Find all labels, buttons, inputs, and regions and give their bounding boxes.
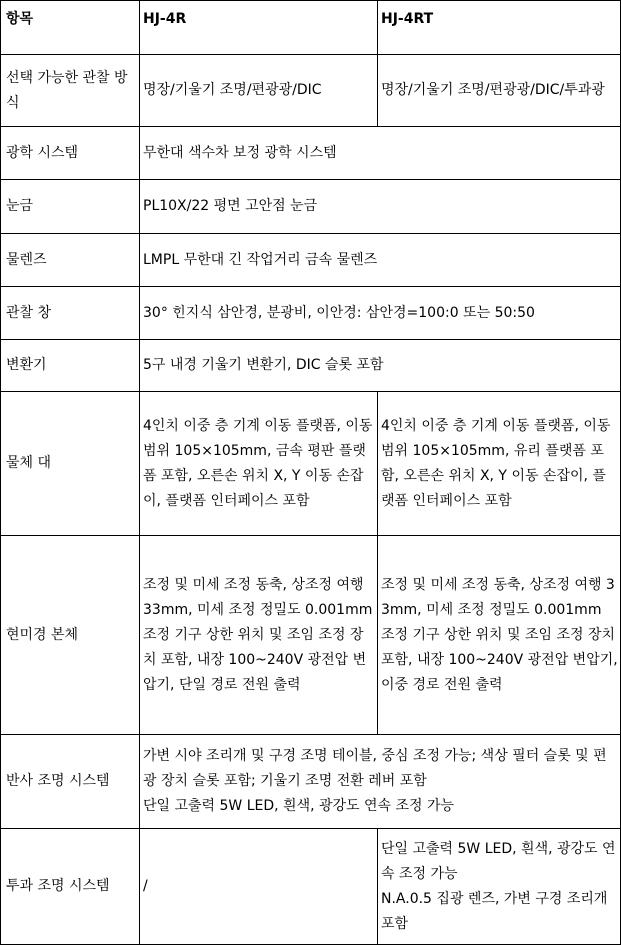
value-line: 조정 및 미세 조정 동축, 상조정 여행 33mm, 미세 조정 정밀도 0.001mm xyxy=(381,576,615,618)
shared-value xyxy=(140,180,621,234)
row-observation-mode xyxy=(1,55,621,127)
row-label: 눈금 xyxy=(1,180,140,234)
value-line: 무한대 색수차 보정 광학 시스템 xyxy=(143,144,337,161)
row-label: 선택 가능한 관찰 방식 xyxy=(1,55,140,127)
model-a-value xyxy=(140,829,378,945)
row-reflected-illumination xyxy=(1,735,621,829)
header-item: 항목 xyxy=(1,1,140,55)
row-objective xyxy=(1,234,621,287)
header-row xyxy=(1,1,621,55)
value-line: PL10X/22 평면 고안점 눈금 xyxy=(143,198,318,214)
value-line: 조정 기구 상한 위치 및 조임 조정 장치 포함, 내장 100~240V 광전압 변압기, 이중 경로 전원 출력 xyxy=(381,626,618,693)
row-label: 관찰 창 xyxy=(1,287,140,340)
model-b-value xyxy=(378,536,621,735)
model-a-value xyxy=(140,392,378,536)
row-microscope-body xyxy=(1,536,621,735)
row-transmitted-illumination xyxy=(1,829,621,945)
value-line: LMPL 무한대 긴 작업거리 금속 물렌즈 xyxy=(143,251,378,268)
model-a-value xyxy=(140,55,378,127)
value-line: 5구 내경 기울기 변환기, DIC 슬롯 포함 xyxy=(143,357,384,373)
header-model-b: HJ-4RT xyxy=(378,1,621,55)
shared-value xyxy=(140,735,621,829)
shared-value xyxy=(140,234,621,287)
shared-value xyxy=(140,287,621,340)
row-label: 광학 시스템 xyxy=(1,127,140,180)
model-b-value xyxy=(378,392,621,536)
model-b-value xyxy=(378,829,621,945)
value-line: 30° 힌지식 삼안경, 분광비, 이안경: 삼안경=100:0 또는 50:50 xyxy=(143,304,535,321)
shared-value xyxy=(140,340,621,392)
row-optical-system xyxy=(1,127,621,180)
model-a-value xyxy=(140,536,378,735)
row-label: 물렌즈 xyxy=(1,234,140,287)
row-label: 변환기 xyxy=(1,340,140,392)
row-label: 물체 대 xyxy=(1,392,140,536)
model-b-value xyxy=(378,55,621,127)
row-stage xyxy=(1,392,621,536)
value-line: / xyxy=(143,878,148,894)
row-label: 투과 조명 시스템 xyxy=(1,829,140,945)
value-line: 조정 기구 상한 위치 및 조임 조정 장치 포함, 내장 100~240V 광전압 변압기, 단일 경로 전원 출력 xyxy=(143,626,367,693)
value-line: 명장/기울기 조명/편광광/DIC xyxy=(143,82,322,98)
value-line: 4인치 이중 층 기계 이동 플랫폼, 이동 범위 105×105mm, 금속 평판 플랫폼 포함, 오른손 위치 X, Y 이동 손잡이, 플랫폼 인터페이스 포함 xyxy=(143,417,373,509)
row-label: 반사 조명 시스템 xyxy=(1,735,140,829)
value-line: 명장/기울기 조명/편광광/DIC/투과광 xyxy=(381,82,605,98)
value-line: 4인치 이중 층 기계 이동 플랫폼, 이동 범위 105×105mm, 유리 플랫폼 포함, 오른손 위치 X, Y 이동 손잡이, 플랫폼 인터페이스 포함 xyxy=(381,417,611,509)
row-label: 현미경 본체 xyxy=(1,536,140,735)
shared-value xyxy=(140,127,621,180)
row-viewing-head xyxy=(1,287,621,340)
row-nosepiece xyxy=(1,340,621,392)
value-line: N.A.0.5 집광 렌즈, 가변 구경 조리개 포함 xyxy=(381,890,608,932)
value-line: 단일 고출력 5W LED, 흰색, 광강도 연속 조정 가능 xyxy=(143,798,455,814)
value-line: 조정 및 미세 조정 동축, 상조정 여행 33mm, 미세 조정 정밀도 0.001mm xyxy=(143,576,373,618)
row-eyepiece xyxy=(1,180,621,234)
header-model-a: HJ-4R xyxy=(140,1,378,55)
value-line: 단일 고출력 5W LED, 흰색, 광강도 연속 조정 가능 xyxy=(381,840,616,882)
value-line: 가변 시야 조리개 및 구경 조명 테이블, 중심 조정 가능; 색상 필터 슬롯 및 편광 장치 슬롯 포함; 기울기 조명 전환 레버 포함 xyxy=(143,748,607,789)
